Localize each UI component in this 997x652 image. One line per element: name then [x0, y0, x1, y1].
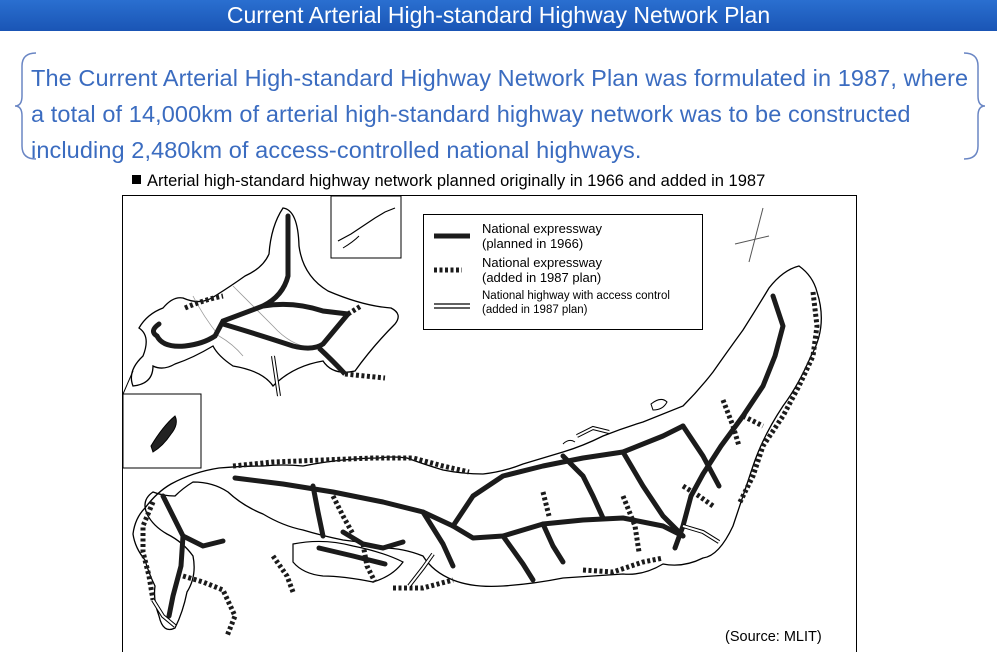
legend-double-line1: National highway with access control [482, 290, 670, 302]
solid-line-swatch [432, 231, 472, 241]
legend-dotted-line2: (added in 1987 plan) [482, 270, 602, 285]
legend-item-dotted [424, 255, 702, 289]
highway-map [122, 195, 857, 652]
source-note: (Source: MLIT) [725, 629, 822, 645]
legend-item-double [424, 289, 702, 323]
figure-caption [132, 172, 765, 191]
slide-title: Current Arterial High-standard Highway Network Plan [0, 0, 997, 31]
double-line-swatch [432, 301, 472, 311]
legend-dotted-line1: National expressway [482, 255, 602, 270]
north-arrow-icon [735, 208, 769, 262]
dotted-line-swatch [432, 265, 472, 275]
legend-double-line2: (added in 1987 plan) [482, 304, 588, 316]
map-legend [423, 214, 703, 330]
summary-text: The Current Arterial High-standard Highway Network Plan was formulated in 1987, where a total of 14,000km of arterial high-standard highway network was to be constructed including 2,480km of access-controlled national highways. [31, 65, 969, 163]
bullet-square-icon [132, 175, 141, 184]
legend-item-solid [424, 221, 702, 255]
figure-caption-text: Arterial high-standard highway network planned originally in 1966 and added in 1987 [147, 172, 766, 190]
legend-solid-line2: (planned in 1966) [482, 236, 584, 251]
legend-solid-line1: National expressway [482, 221, 602, 236]
summary-box [14, 52, 986, 163]
